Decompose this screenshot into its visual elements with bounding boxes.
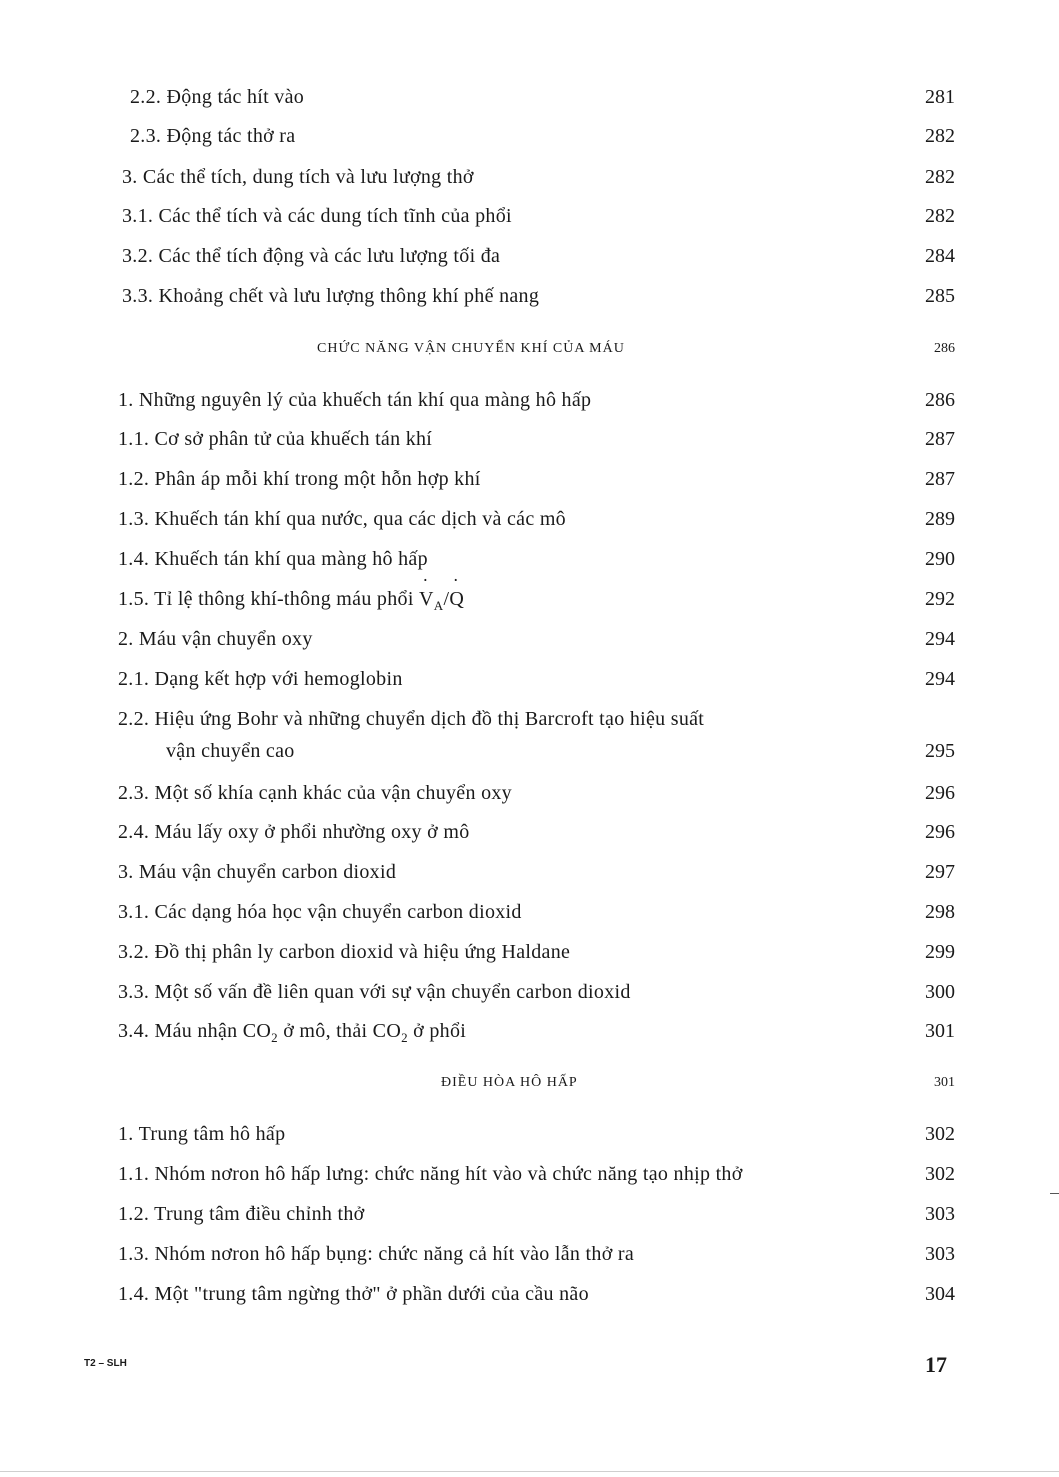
entry-number: 2.4. [118,821,150,843]
toc-entry [0,205,1059,243]
entry-title: Các thể tích, dung tích và lưu lượng thở [142,166,474,188]
toc-entry [0,941,1059,979]
section-title: ĐIỀU HÒA HÔ HẤP [441,1075,578,1090]
entry-number: 1.5. [118,588,150,610]
toc-entry [0,428,1059,466]
toc-entry [0,1243,1059,1281]
toc-entry [0,1203,1059,1241]
entry-number: 3.2. [122,245,154,267]
entry-title: Nhóm nơron hô hấp bụng: chức năng cả hít vào lẫn thở ra [154,1243,635,1265]
entry-number: 2.1. [118,668,150,690]
entry-page: 297 [925,861,955,883]
entry-page: 299 [925,941,955,963]
entry-title-continuation: vận chuyển cao [166,740,295,762]
entry-number: 2. [118,628,134,650]
entry-number: 3.1. [122,205,154,227]
entry-page: 282 [925,205,955,227]
entry-title: Máu nhận $CO_2$ ở mô, thải $CO_2$ ở phổi [154,1020,467,1045]
entry-title: Động tác thở ra [166,125,296,147]
entry-title: Đồ thị phân ly carbon dioxid và hiệu ứng Haldane [154,941,571,963]
entry-title: Một "trung tâm ngừng thở" ở phần dưới của cầu não [154,1283,589,1305]
toc-entry [0,508,1059,546]
entry-title: Khuếch tán khí qua nước, qua các dịch và các mô [154,508,566,530]
entry-page: 286 [925,389,955,411]
entry-page: 296 [925,821,955,843]
entry-number: 2.3. [118,782,150,804]
toc-entry [0,468,1059,506]
toc-entry [0,1163,1059,1201]
entry-page: 298 [925,901,955,923]
entry-page: 282 [925,125,955,147]
entry-number: 3.1. [118,901,150,923]
section-page: 301 [934,1075,955,1090]
entry-title: Trung tâm điều chỉnh thở [154,1203,365,1225]
entry-title: Dạng kết hợp với hemoglobin [154,668,403,690]
scan-edge-mark [1050,1193,1059,1194]
entry-number: 1. [118,389,134,411]
entry-title: Trung tâm hô hấp [138,1123,286,1145]
entry-number: 2.2. [130,86,162,108]
entry-title: Các dạng hóa học vận chuyển carbon dioxid [154,901,522,923]
entry-page: 282 [925,166,955,188]
section-title: CHỨC NĂNG VẬN CHUYỂN KHÍ CỦA MÁU [317,341,625,356]
entry-page: 281 [925,86,955,108]
entry-number: 1.3. [118,508,150,530]
entry-number: 3.4. [118,1020,150,1042]
toc-entry [0,1283,1059,1321]
entry-number: 2.3. [130,125,162,147]
entry-number: 3. [118,861,134,883]
entry-title: Một số khía cạnh khác của vận chuyển oxy [154,782,512,804]
entry-number: 1. [118,1123,134,1145]
entry-title: Động tác hít vào [166,86,305,108]
toc-entry [0,901,1059,939]
entry-page: 303 [925,1243,955,1265]
entry-title: Máu vận chuyển carbon dioxid [138,861,397,883]
toc-entry [0,245,1059,283]
footer-book-code: T2 – SLH [84,1358,127,1369]
section-page: 286 [934,341,955,356]
entry-title: Phân áp mỗi khí trong một hỗn hợp khí [154,468,481,490]
toc-entry [0,821,1059,859]
entry-page: 294 [925,668,955,690]
entry-number: 1.1. [118,1163,150,1185]
entry-number: 1.4. [118,548,150,570]
entry-title: Các thể tích và các dung tích tĩnh của phổi [158,205,512,227]
entry-page: 295 [925,740,955,762]
entry-title: Máu vận chuyển oxy [138,628,313,650]
toc-entry [0,628,1059,666]
entry-page: 300 [925,981,955,1003]
entry-number: 3.3. [118,981,150,1003]
entry-page: 290 [925,548,955,570]
toc-entry [0,548,1059,586]
entry-page: 285 [925,285,955,307]
entry-title: Khuếch tán khí qua màng hô hấp [154,548,428,570]
entry-title: Nhóm nơron hô hấp lưng: chức năng hít vào và chức năng tạo nhịp thở [154,1163,743,1185]
entry-title: Những nguyên lý của khuếch tán khí qua màng hô hấp [138,389,592,411]
entry-number: 3.3. [122,285,154,307]
toc-entry [0,389,1059,427]
entry-page: 292 [925,588,955,610]
entry-page: 301 [925,1020,955,1042]
entry-title: Khoảng chết và lưu lượng thông khí phế nang [158,285,540,307]
section-heading [0,341,1059,379]
entry-number: 1.2. [118,468,150,490]
entry-title: Hiệu ứng Bohr và những chuyển dịch đồ thị Barcroft tạo hiệu suất [154,708,705,730]
toc-entry [0,285,1059,323]
entry-number: 3.2. [118,941,150,963]
section-heading [0,1075,1059,1113]
entry-number: 1.1. [118,428,150,450]
ventilation-perfusion-formula: ˙ $V_A/˙$ Q [419,588,464,610]
entry-page: 303 [925,1203,955,1225]
entry-page: 287 [925,428,955,450]
toc-entry [0,782,1059,820]
entry-title: Cơ sở phân tử của khuếch tán khí [154,428,433,450]
entry-page: 302 [925,1163,955,1185]
entry-page: 304 [925,1283,955,1305]
entry-title: Máu lấy oxy ở phổi nhường oxy ở mô [154,821,470,843]
toc-entry-continuation [0,740,1059,778]
entry-page: 284 [925,245,955,267]
toc-entry [0,588,1059,626]
toc-entry [0,1123,1059,1161]
entry-number: 3. [122,166,138,188]
entry-number: 1.3. [118,1243,150,1265]
toc-entry [0,86,1059,124]
entry-page: 294 [925,628,955,650]
toc-entry [0,861,1059,899]
entry-page: 296 [925,782,955,804]
toc-entry [0,125,1059,163]
toc-entry [0,1020,1059,1058]
entry-title: Tỉ lệ thông khí-thông máu phổi [154,588,414,610]
entry-number: 1.4. [118,1283,150,1305]
entry-number: 1.2. [118,1203,150,1225]
footer-page-number: 17 [925,1352,947,1377]
scan-bottom-edge [0,1471,1059,1472]
entry-number: 2.2. [118,708,150,730]
entry-page: 302 [925,1123,955,1145]
entry-title: Một số vấn đề liên quan với sự vận chuyển carbon dioxid [154,981,631,1003]
entry-page: 287 [925,468,955,490]
toc-entry [0,166,1059,204]
toc-entry [0,668,1059,706]
entry-page: 289 [925,508,955,530]
toc-entry [0,981,1059,1019]
entry-title: Các thể tích động và các lưu lượng tối đa [158,245,501,267]
